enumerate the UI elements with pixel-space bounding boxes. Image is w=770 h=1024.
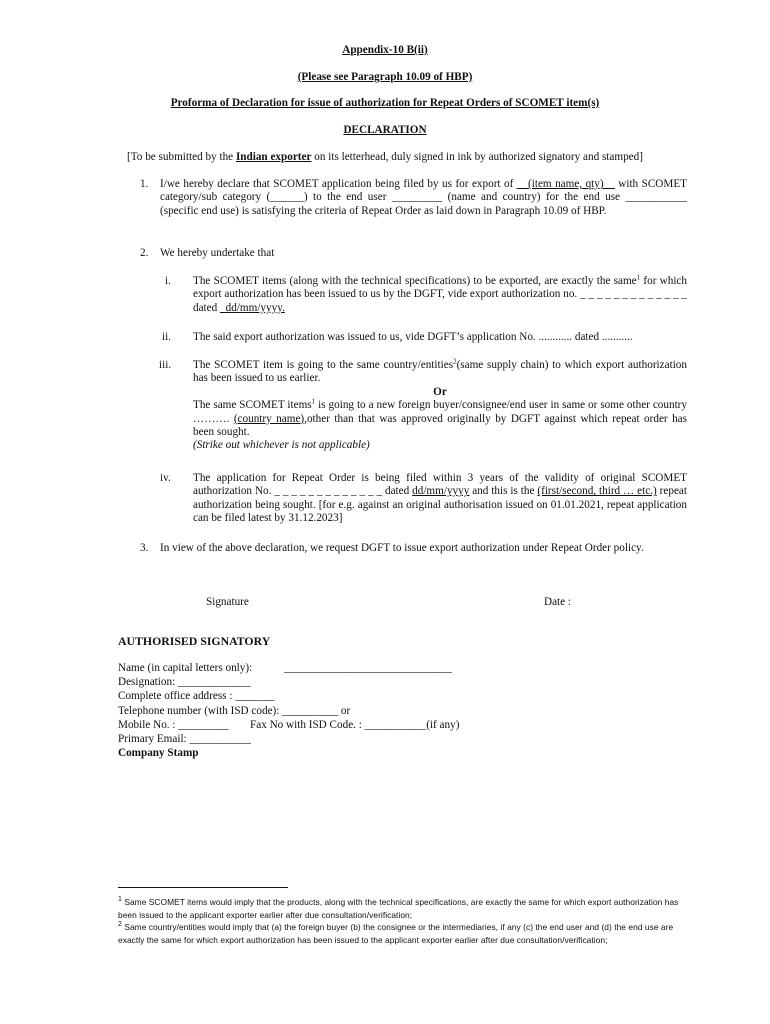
item-2-intro: We hereby undertake that <box>160 247 275 259</box>
sub-iv-part1: The application for Repeat Order is being filed within 3 years of the validity of original SCOMET authorization No. _ _ _ _ _ _ _ _ _ _ _ _ _ dated <box>193 472 687 498</box>
sub-i-part1: The SCOMET items (along with the technical specifications) to be exported, are exactly the same <box>193 275 637 287</box>
sub-iii-part1: The SCOMET item is going to the same country/entities <box>193 359 454 371</box>
appendix-heading: Appendix-10 B(ii) <box>342 44 428 56</box>
sub-iii-part3: The same SCOMET items <box>193 399 312 412</box>
document-title: Proforma of Declaration for issue of authorization for Repeat Orders of SCOMET item(s) <box>170 97 600 109</box>
sub-i-date-field: _dd/mm/yyyy. <box>220 301 285 314</box>
item-1-text <box>160 178 687 218</box>
fax-field: Fax No with ISD Code. : ___________(if any) <box>250 718 460 731</box>
company-stamp-label: Company Stamp <box>118 747 199 760</box>
item-3-text: In view of the above declaration, we request DGFT to issue export authorization under Repeat Order policy. <box>160 542 644 554</box>
signature-label: Signature <box>206 596 249 608</box>
sub-iii-label: iii. <box>159 359 172 371</box>
sub-i-part2: for which export authorization has been issued to us by the DGFT, vide export authorization no. _ _ _ _ _ _ _ _ _ _ _ _ _ dated <box>193 275 687 314</box>
sub-iv-label: iv. <box>160 472 171 484</box>
or-separator: Or <box>433 385 447 398</box>
item-1-number: 1. <box>140 178 149 190</box>
footnotes <box>118 896 688 946</box>
item-2-number: 2. <box>140 247 149 259</box>
declaration-heading: DECLARATION <box>343 124 427 136</box>
footnote-divider <box>118 887 288 888</box>
footnote-ref-1b: 1 <box>311 397 316 406</box>
footnote-1-text: Same SCOMET items would imply that the products, along with the technical specifications, are exactly the same for which export authorization has been issued to the applicant exporter earlier after due consultation/verification; <box>118 897 679 920</box>
mobile-field: Mobile No. : _________ <box>118 718 229 731</box>
footnote-1-mark: 1 <box>118 896 122 904</box>
name-field-row <box>118 662 678 676</box>
sub-iv-part2: and this is the <box>469 485 538 498</box>
instruction-text-after: on its letterhead, duly signed in ink by authorized signatory and stamped] <box>311 151 643 163</box>
instruction-text-before: [To be submitted by the <box>127 151 236 163</box>
sub-iii-part2: (same supply chain) to which export authorization has been issued to us earlier. <box>193 359 687 385</box>
sub-i-label: i. <box>165 275 171 287</box>
footnote-ref-2: 2 <box>453 357 457 366</box>
name-label: Name (in capital letters only): <box>118 662 253 674</box>
sub-iii-part5: ,other than that was approved originally by DGFT against which repeat order has been sought. <box>193 412 688 439</box>
footnote-2-mark: 2 <box>118 921 122 929</box>
mobile-fax-row <box>118 719 678 733</box>
item-1-part1: I/we hereby declare that SCOMET application being filed by us for export of <box>160 178 517 190</box>
sub-iii-part4: is going to a new foreign buyer/consignee/end user in same or some other country ………. <box>193 399 688 425</box>
sub-iv-sequence-field: (first/second, third … etc.) <box>537 485 657 498</box>
paragraph-reference: (Please see Paragraph 10.09 of HBP) <box>297 71 473 83</box>
email-field: Primary Email: ___________ <box>118 732 251 745</box>
sub-iv-text <box>193 472 687 526</box>
strike-note: (Strike out whichever is not applicable) <box>193 439 370 452</box>
sub-iii-text <box>193 359 687 453</box>
designation-field: Designation: _____________ <box>118 676 251 689</box>
name-blank: ______________________________ <box>284 662 452 674</box>
country-name-field: (country name) <box>233 412 305 425</box>
authorised-signatory-heading: AUTHORISED SIGNATORY <box>118 634 271 648</box>
signatory-fields <box>118 662 678 761</box>
footnote-2 <box>118 921 688 946</box>
submission-instruction <box>0 151 770 164</box>
instruction-emphasis: Indian exporter <box>235 151 312 163</box>
footnote-2-text: Same country/entities would imply that (a) the foreign buyer (b) the consignee or the intermediaries, if any (c) the end user and (d) the end use are exactly the same for which export authorization has been issued to the applicant exporter earlier after due consultation/verification; <box>118 922 674 945</box>
sub-i-text <box>193 275 687 315</box>
sub-ii-text: The said export authorization was issued to us, vide DGFT’s application No. ............ dated ........... <box>193 331 633 343</box>
footnote-ref-1: 1 <box>636 273 641 282</box>
item-1-part2: with SCOMET category/sub category (______) to the end user _________ (name and country) for the end use ___________ (specific end use) is satisfying the criteria of Repeat Order as laid down in Paragraph 10.09 of HBP. <box>160 178 688 217</box>
date-label: Date : <box>544 596 572 608</box>
item-3-number: 3. <box>140 542 149 554</box>
telephone-field: Telephone number (with ISD code): __________ or <box>118 704 351 717</box>
sub-iv-date-field: dd/mm/yyyy <box>412 485 470 498</box>
item-1-item-name-field: __(item name, qty)__ <box>516 178 615 190</box>
footnote-1 <box>118 896 688 921</box>
sub-iv-part3: repeat authorization being sought. [for e.g. against an original authorisation issued on 01.01.2021, repeat application can be filed latest by 31.12.2023] <box>193 485 687 525</box>
sub-ii-label: ii. <box>162 331 172 343</box>
office-address-field: Complete office address : _______ <box>118 690 275 703</box>
